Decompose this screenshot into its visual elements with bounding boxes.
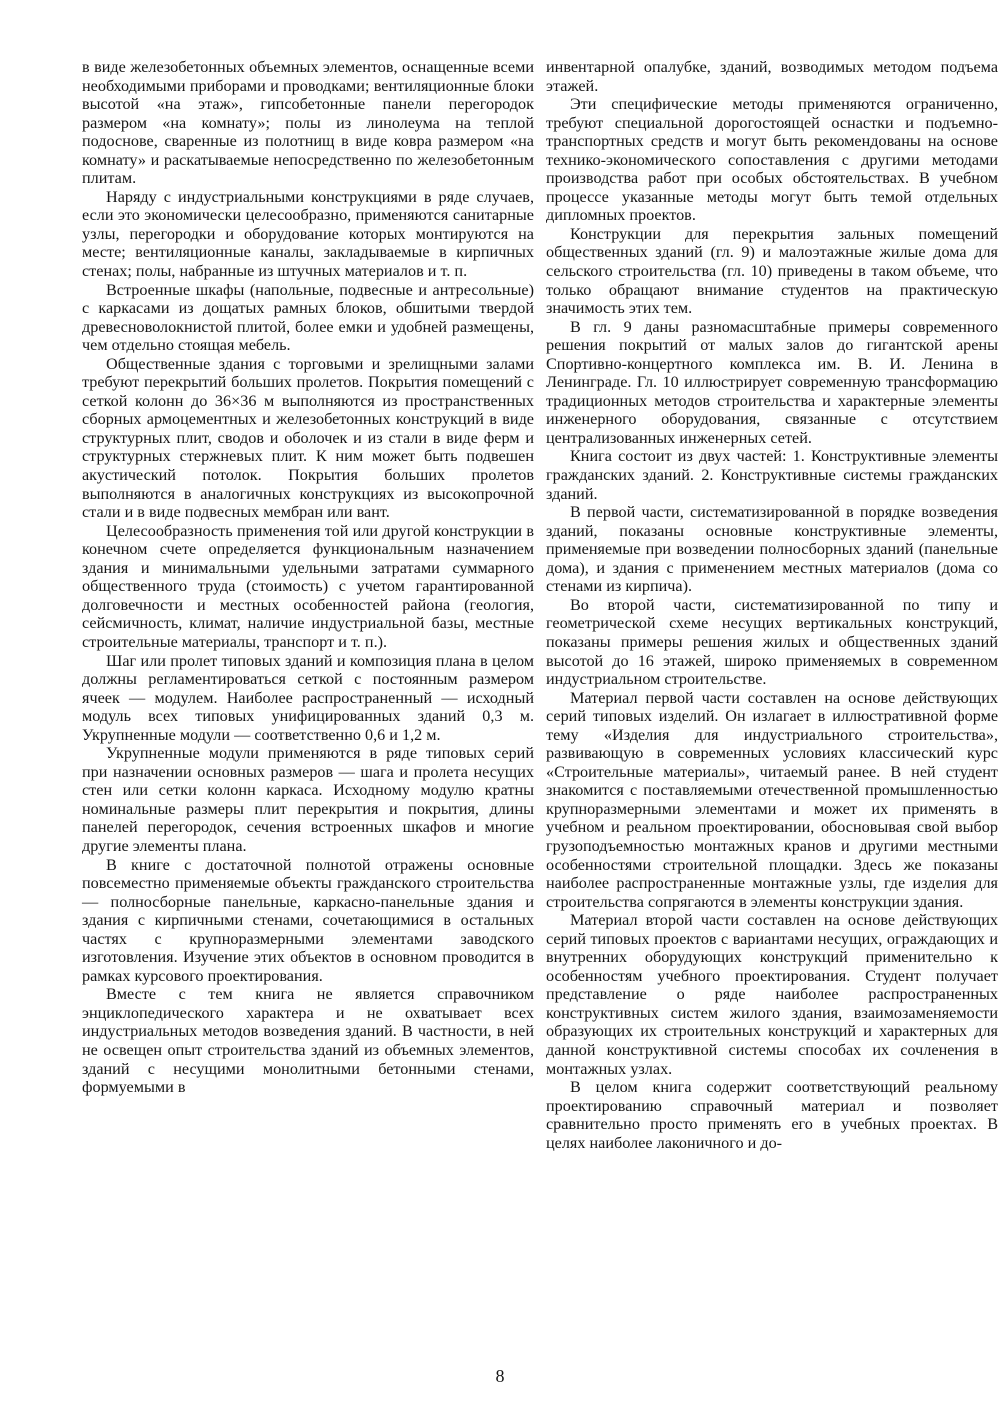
paragraph: Эти специфические методы применяются ограниченно, требуют специальной дорогостоящей оснастки и подъемно-транспортных средств и могут быть рекомендованы на основе технико-экономического сопоставления с другими методами производства работ при особых обстоятельствах. В учебном процессе указанные методы могут быть темой отдельных дипломных проектов. <box>546 95 998 225</box>
paragraph: в виде железобетонных объемных элементов, оснащенные всеми необходимыми приборами и проводками; вентиляционные блоки высотой «на этаж», гипсобетонные панели перегородок размером «на комнату»; полы из линолеума на теплой подоснове, сваренные из полотнищ в виде ковра размером «на комнату» и раскатываемые непосредственно по железобетонным плитам. <box>82 58 534 188</box>
paragraph: В книге с достаточной полнотой отражены основные повсеместно применяемые объекты гражданского строительства — полносборные панельные, каркасно-панельные здания и здания с кирпичными стенами, сочетающимися в остальных частях с крупноразмерными элементами заводского изготовления. Изучение этих объектов в основном проводится в рамках курсового проектирования. <box>82 855 534 985</box>
paragraph: В целом книга содержит соответствующий реальному проектированию справочный материал и позволяет сравнительно просто применять его в учебных проектах. В целях наиболее лаконичного и до- <box>546 1078 998 1152</box>
right-column <box>546 58 998 1152</box>
paragraph: Шаг или пролет типовых зданий и композиция плана в целом должны регламентироваться сеткой с постоянным размером ячеек — модулем. Наиболее распространенный — исходный модуль всех типовых унифицированных зданий 0,3 м. Укрупненные модули — соответственно 0,6 и 1,2 м. <box>82 651 534 744</box>
paragraph: Материал второй части составлен на основе действующих серий типовых проектов с вариантами несущих, ограждающих и внутренних оборудующих конструкций применительно к особенностям учебного проектирования. Студент получает представление о ряде наиболее распространенных конструктивных систем жилого здания, взаимозаменяемости образующих их строительных конструкций и характерных для данной конструктивной системы способах их сочленения в монтажных узлах. <box>546 911 998 1078</box>
paragraph: Укрупненные модули применяются в ряде типовых серий при назначении основных размеров — шага и пролета несущих стен или сетки колонн каркаса. Исходному модулю кратны номинальные размеры плит перекрытия и покрытия, длины панелей перегородок, сечения встроенных шкафов и многие другие элементы плана. <box>82 744 534 855</box>
paragraph: Конструкции для перекрытия зальных помещений общественных зданий (гл. 9) и малоэтажные жилые дома для сельского строительства (гл. 10) приведены в таком объеме, что только обращают внимание студентов на практическую значимость этих тем. <box>546 224 998 318</box>
paragraph: Целесообразность применения той или другой конструкции в конечном счете определяется функциональным назначением здания и минимальными удельными затратами суммарного общественного труда (стоимость) с учетом гарантированной долговечности и местных особенностей района (геология, сейсмичность, климат, наличие индустриальной базы, местные строительные материалы, транспорт и т. п.). <box>82 521 534 651</box>
paragraph: Материал первой части составлен на основе действующих серий типовых изделий. Он излагает в иллюстративной форме тему «Изделия для индустриального строительства», развивающую в современных условиях классический курс «Строительные материалы», читаемый ранее. В ней студент знакомится с поставляемыми отечественной промышленностью крупноразмерными элементами и может их применять в учебном и реальном проектировании, обосновывая свой выбор грузоподъемностью монтажных кранов и другими местными особенностями строительной площадки. Здесь же показаны наиболее распространенные монтажные узлы, где изделия для строительства сопрягаются в элементы конструкции здания. <box>546 688 998 911</box>
paragraph: Во второй части, систематизированной по типу и геометрической схеме несущих вертикальных конструкций, показаны примеры решения жилых и общественных зданий высотой до 16 этажей, широко применяемых в современном индустриальном строительстве. <box>546 595 998 689</box>
paragraph: Вместе с тем книга не является справочником энциклопедического характера и не охватывает всех индустриальных методов возведения зданий. В частности, в ней не освещен опыт строительства зданий из объемных элементов, зданий с несущими монолитными бетонными стенами, формуемыми в <box>82 985 534 1097</box>
paragraph: В первой части, систематизированной в порядке возведения зданий, показаны основные конструктивные элементы, применяемые при возведении полносборных зданий (панельные дома), и здания с применением местных материалов (дома со стенами из кирпича). <box>546 503 998 596</box>
paragraph: Наряду с индустриальными конструкциями в ряде случаев, если это экономически целесообразно, применяются санитарные узлы, перегородки и оборудование которых монтируются на месте; вентиляционные каналы, закладываемые в кирпичных стенах; полы, набранные из штучных материалов и т. п. <box>82 187 534 281</box>
paragraph: Книга состоит из двух частей: 1. Конструктивные элементы гражданских зданий. 2. Конструктивные системы гражданских зданий. <box>546 447 998 503</box>
paragraph: инвентарной опалубке, зданий, возводимых методом подъема этажей. <box>546 58 998 95</box>
page-number: 8 <box>495 1366 505 1386</box>
paragraph: В гл. 9 даны разномасштабные примеры современного решения покрытий от малых залов до гигантской арены Спортивно-концертного комплекса им. В. И. Ленина в Ленинграде. Гл. 10 иллюстрирует современную трансформацию традиционных методов строительства и характерные элементы инженерного оборудования, связанные с отсутствием централизованных инженерных сетей. <box>546 317 998 447</box>
paragraph: Встроенные шкафы (напольные, подвесные и антресольные) с каркасами из дощатых рамных блоков, обшитыми твердой древесноволокнистой плитой, более емки и удобней размещены, чем отдельно стоящая мебель. <box>82 280 534 355</box>
paragraph: Общественные здания с торговыми и зрелищными залами требуют перекрытий больших пролетов. Покрытия помещений с сеткой колонн до 36×36 м выполняются из пространственных сборных армоцементных и железобетонных конструкций в виде структурных плит, сводов и оболочек и из стали в виде ферм и структурных стержневых плит. К ним может быть подвешен акустический потолок. Покрытия больших пролетов выполняются в аналогичных конструкциях из высокопрочной стали и в виде подвесных мембран или вант. <box>82 354 534 522</box>
left-column <box>82 58 534 1097</box>
